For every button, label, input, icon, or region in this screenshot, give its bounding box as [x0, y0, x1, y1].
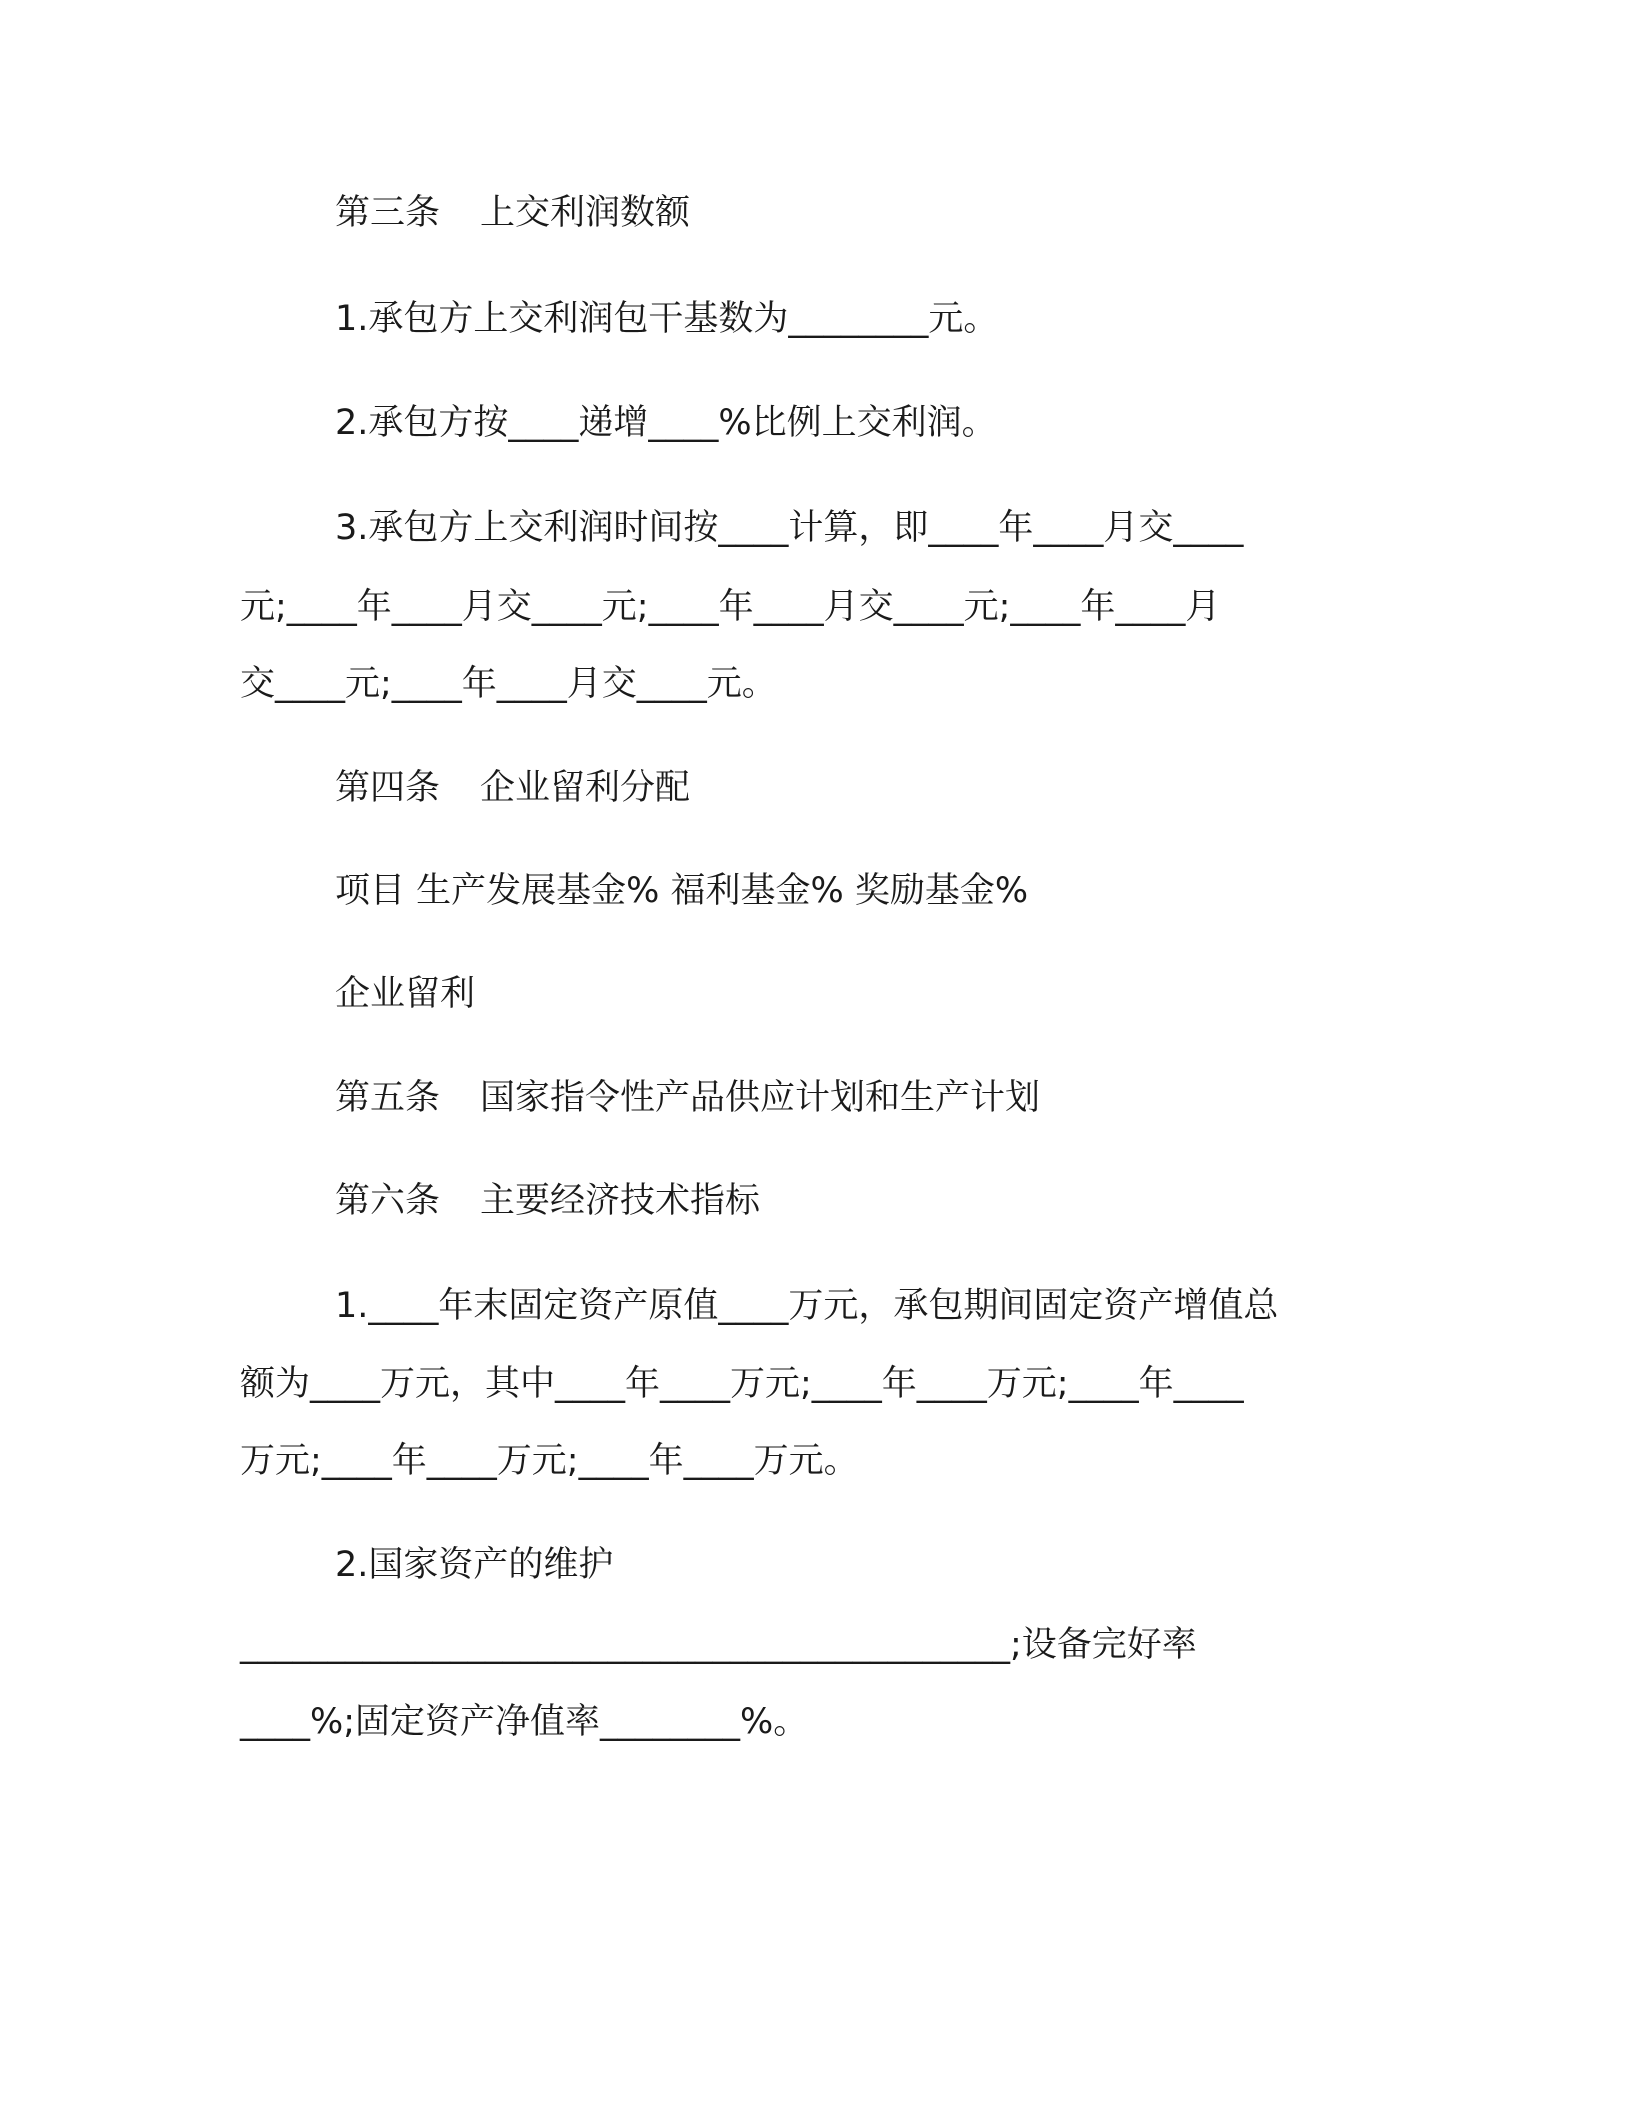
article-6-title: 主要经济技术指标	[480, 1181, 761, 1221]
article-4-title: 企业留利分配	[480, 768, 691, 808]
article-3-number: 第三条	[335, 193, 441, 233]
article-5-number: 第五条	[335, 1078, 441, 1118]
article-6-number: 第六条	[335, 1181, 441, 1221]
article-6-heading	[335, 1181, 761, 1221]
article-5-heading	[335, 1078, 1041, 1118]
article-5-title: 国家指令性产品供应计划和生产计划	[480, 1078, 1041, 1118]
article-3-item-3-line-3: 交____元;____年____月交____元。	[240, 664, 777, 704]
article-6-item-2-line-3: ____%;固定资产净值率________%。	[240, 1702, 809, 1742]
retained-profit-table-row: 企业留利	[335, 974, 476, 1014]
article-6-item-2-line-2: ____________________________________________;设备完好率	[240, 1625, 1197, 1665]
article-4-number: 第四条	[335, 768, 441, 808]
article-6-item-1-line-2: 额为____万元，其中____年____万元;____年____万元;____年____	[240, 1364, 1244, 1404]
article-6-item-1-line-3: 万元;____年____万元;____年____万元。	[240, 1441, 859, 1481]
article-3-heading	[335, 193, 691, 233]
article-3-title: 上交利润数额	[480, 193, 691, 233]
article-3-item-1: 1.承包方上交利润包干基数为________元。	[335, 299, 999, 339]
article-3-item-3-line-2: 元;____年____月交____元;____年____月交____元;____年____月	[240, 587, 1221, 627]
article-3-item-2: 2.承包方按____递增____%比例上交利润。	[335, 403, 997, 443]
article-3-item-3-line-1: 3.承包方上交利润时间按____计算，即____年____月交____	[335, 508, 1244, 548]
article-6-item-1-line-1: 1.____年末固定资产原值____万元，承包期间固定资产增值总	[335, 1286, 1279, 1326]
article-6-item-2: 2.国家资产的维护	[335, 1545, 614, 1585]
retained-profit-table-header: 项目 生产发展基金% 福利基金% 奖励基金%	[335, 871, 1029, 911]
article-4-heading	[335, 768, 691, 808]
